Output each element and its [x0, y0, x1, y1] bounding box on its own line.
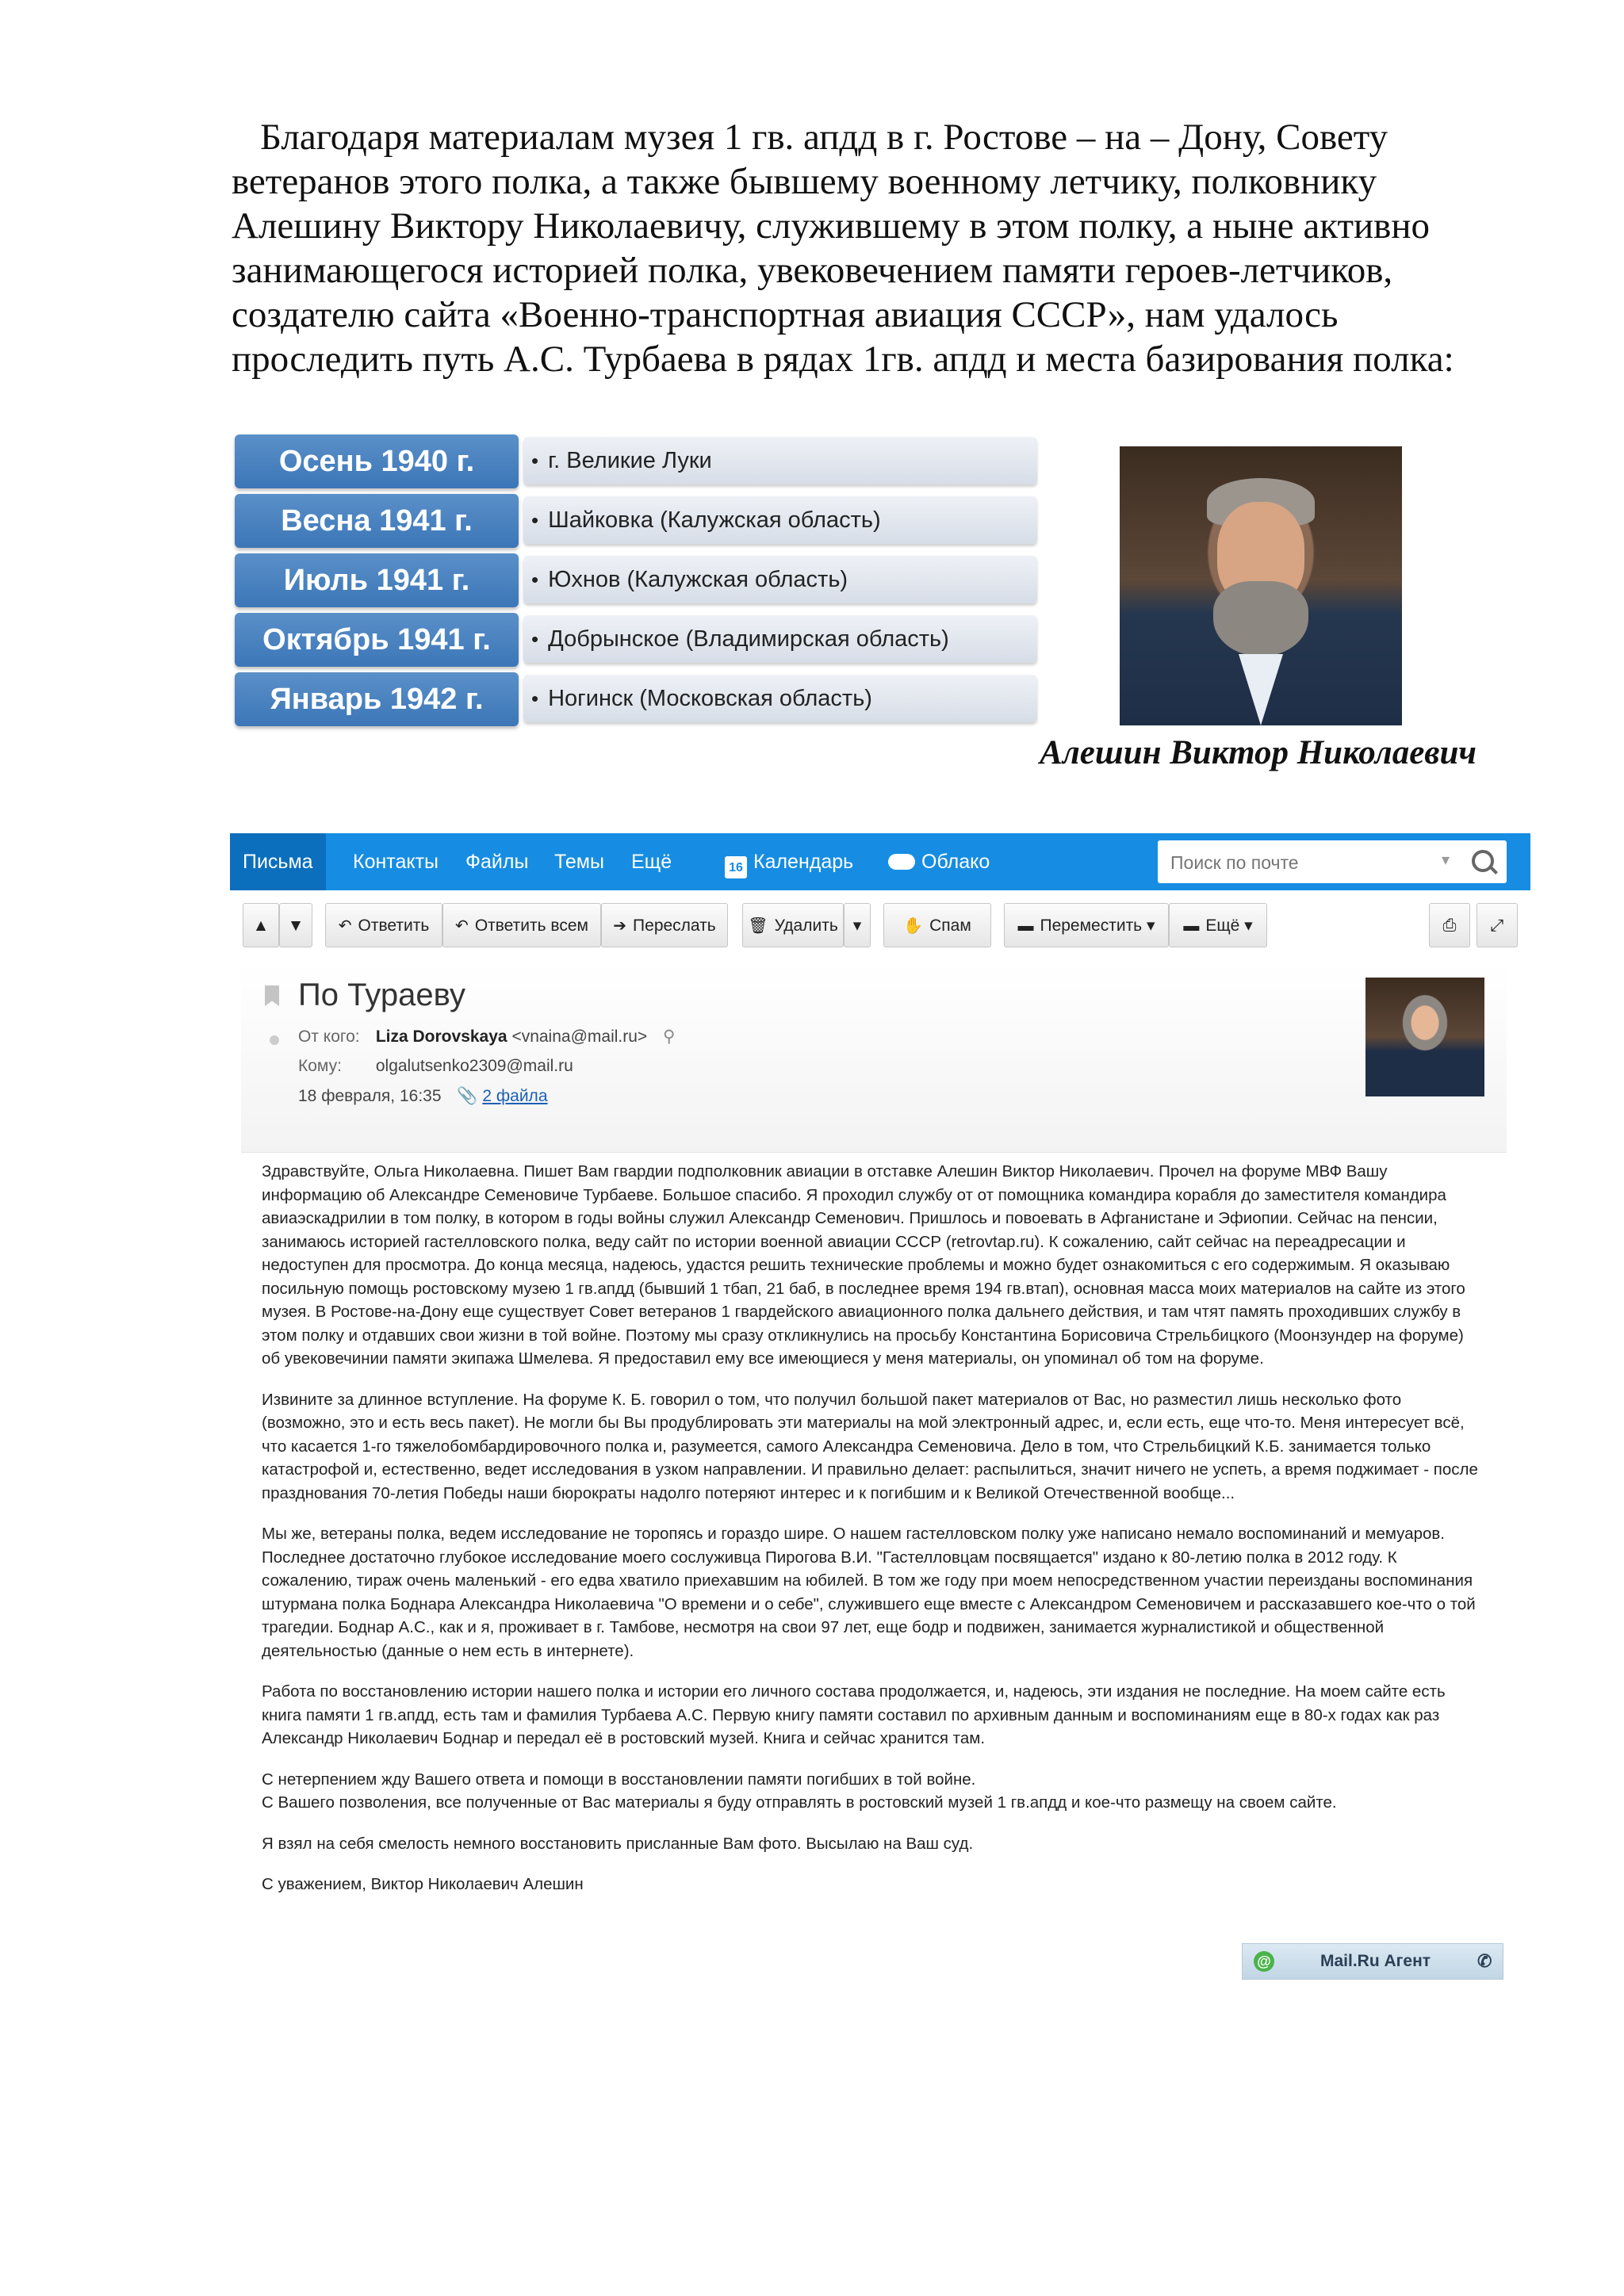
- portrait-caption: Алешин Виктор Николаевич: [1040, 734, 1477, 771]
- portrait-beard: [1213, 581, 1308, 656]
- timeline-row: [235, 494, 1040, 548]
- nav-files[interactable]: Файлы: [465, 851, 529, 873]
- arrow-down-icon: ▼: [287, 916, 304, 935]
- more-label: Ещё: [1205, 916, 1240, 935]
- nav-more[interactable]: Ещё: [631, 851, 672, 873]
- next-message-button[interactable]: [279, 903, 312, 947]
- folder-more-icon: ▬: [1183, 917, 1200, 935]
- timeline-date: Январь 1942 г.: [235, 672, 519, 726]
- nav-cloud-label: Облако: [921, 851, 990, 873]
- timeline-date: Весна 1941 г.: [235, 494, 519, 548]
- search-input[interactable]: [1169, 848, 1434, 877]
- sender-name[interactable]: Liza Dorovskaya: [375, 1027, 508, 1046]
- arrow-up-icon: ▲: [252, 916, 270, 935]
- mail-agent-bar[interactable]: [1242, 1943, 1503, 1980]
- body-paragraph: Извините за длинное вступление. На форуме К. Б. говорил о том, что получил большой пакет материалов от Вас, но разместил лишь несколько фото (возможно, это и есть весь пакет). Не могли бы Вы продублировать эти материалы на мой электронный адрес, и, если есть, еще что-то. Меня интересует всё, что касается 1-го тяжелобомбардировочного полка и, разумеется, самого Александра Семеновича. Дело в том, что Стрельбицкий К.Б. занимается только катастрофой и, естественно, ведет исследования в узком направлении. И правильно делает: распылиться, значит ничего не успеть, а время поджимает - после празднования 70-летия Победы наши бюрократы надолго потеряют интерес и к погибшим и к Великой Отечественной вообще...: [262, 1390, 1478, 1502]
- delete-label: Удалить: [774, 916, 838, 935]
- timeline-place: [523, 615, 1037, 663]
- agent-status-icon: @: [1254, 1951, 1274, 1972]
- intro-text-block: [232, 115, 1500, 381]
- trash-icon: 🗑: [748, 917, 768, 935]
- spam-label: Спам: [929, 916, 971, 935]
- timeline-date: Осень 1940 г.: [235, 434, 519, 488]
- forward-button[interactable]: [601, 903, 728, 947]
- portrait-collar: [1239, 654, 1283, 725]
- message-date: 18 февраля, 16:35: [298, 1087, 442, 1105]
- timeline-place-text: Юхнов (Калужская область): [548, 566, 848, 592]
- search-dropdown-icon[interactable]: ▾: [1442, 851, 1450, 869]
- message-body: [262, 1160, 1483, 1914]
- body-paragraph: Я взял на себя смелость немного восстановить присланные Вам фото. Высылаю на Ваш суд.: [262, 1834, 974, 1853]
- print-icon: ⎙: [1442, 916, 1457, 935]
- to-line: [298, 1057, 573, 1076]
- message-header: [241, 962, 1507, 1153]
- from-line: [298, 1027, 675, 1047]
- spam-button[interactable]: [883, 903, 991, 947]
- timeline-place-text: Ногинск (Московская область): [548, 685, 872, 711]
- folder-icon: ▬: [1017, 917, 1034, 935]
- bullet-icon: •: [531, 686, 539, 710]
- signature: С уважением, Виктор Николаевич Алешин: [262, 1875, 584, 1893]
- phone-icon[interactable]: ✆: [1477, 1951, 1492, 1971]
- timeline-row: [235, 613, 1040, 667]
- bullet-icon: •: [531, 507, 539, 532]
- mail-search-box: [1158, 840, 1507, 883]
- sender-email[interactable]: <vnaina@mail.ru>: [511, 1027, 648, 1046]
- nav-contacts[interactable]: Контакты: [353, 851, 439, 873]
- reply-all-icon: ↶: [455, 917, 469, 935]
- basing-timeline: [235, 434, 1040, 732]
- timeline-place: [523, 675, 1037, 722]
- body-paragraph: Мы же, ветераны полка, ведем исследование не торопясь и гораздо шире. О нашем гастелловском полку уже написано немало воспоминаний и мемуаров. Последнее достаточно глубокое исследование моего сослуживца Пирогова В.И. "Гастелловцам посвящается" издано к 80-летию полка в 2012 году. К сожалению, тираж очень маленький - его едва хватило приехавшим на юбилей. В том же году при моем непосредственном участии переизданы воспоминания штурмана полка Боднара Александра Николаевича "О времени и о себе", служившего еще вместе с Александром Семеновичем и рассказавшего кое-что о той трагедии. Боднар А.С., как и я, проживает в г. Тамбове, несмотря на свои 97 лет, еще бодр и подвижен, занимается журналистикой и общественной деятельностью (данные о нем есть в интернете).: [262, 1525, 1476, 1660]
- timeline-place-text: Добрынское (Владимирская область): [548, 626, 949, 652]
- thumb-down-icon: ✋: [903, 917, 924, 935]
- more-actions-button[interactable]: ▬ Ещё ▾: [1169, 903, 1267, 947]
- timeline-place: [523, 437, 1037, 484]
- flag-icon[interactable]: [265, 985, 279, 1006]
- calendar-icon: 16: [725, 856, 747, 878]
- timeline-date: Октябрь 1941 г.: [235, 613, 519, 667]
- from-label: От кого:: [298, 1027, 360, 1046]
- bullet-icon: •: [531, 567, 539, 591]
- timeline-place: [523, 496, 1037, 544]
- bullet-icon: •: [531, 448, 539, 473]
- nav-letters[interactable]: Письма: [230, 833, 326, 890]
- fullscreen-button[interactable]: [1477, 903, 1518, 947]
- sender-avatar: [1365, 978, 1484, 1096]
- bullet-icon: •: [531, 626, 539, 651]
- nav-calendar-label: Календарь: [753, 851, 854, 873]
- delete-button[interactable]: [742, 903, 844, 947]
- chevron-down-icon: ▾: [852, 916, 862, 935]
- timeline-row: [235, 553, 1040, 607]
- move-button[interactable]: ▬ Переместить ▾: [1004, 903, 1169, 947]
- to-label: Кому:: [298, 1057, 342, 1075]
- timeline-row: [235, 434, 1040, 488]
- timeline-row: [235, 672, 1040, 726]
- body-paragraph: С Вашего позволения, все полученные от Вас материалы я буду отправлять в ростовский музей 1 гв.апдд и кое-что размещу на своем сайте.: [262, 1793, 1337, 1812]
- timeline-place-text: Шайковка (Калужская область): [548, 507, 881, 533]
- body-paragraph: С нетерпением жду Вашего ответа и помощи в восстановлении памяти погибших в той войне.: [262, 1770, 976, 1789]
- print-button[interactable]: [1429, 903, 1470, 947]
- move-label: Переместить: [1040, 916, 1143, 935]
- forward-icon: ➔: [613, 917, 627, 935]
- forward-label: Переслать: [633, 916, 716, 935]
- unread-dot-icon[interactable]: [270, 1035, 279, 1045]
- reply-label: Ответить: [358, 916, 430, 935]
- portrait-photo: [1120, 446, 1402, 725]
- reply-all-label: Ответить всем: [474, 916, 588, 935]
- body-paragraph: Здравствуйте, Ольга Николаевна. Пишет Вам гвардии подполковник авиации в отставке Алешин Виктор Николаевич. Прочел на форуме МВФ Вашу информацию об Александре Семеновиче Турбаеве. Большое спасибо. Я проходил службу от от помощника командира корабля до заместителя командира авиаэскадрилии в том полку, в котором в годы войны служил Александр Семенович. Пришлось и повоевать в Афганистане и Эфиопии. Сейчас на пенсии, занимаюсь историей гастелловского полка, веду сайт по истории военной авиации СССР (retrovtap.ru). К сожалению, сайт сейчас на переадресации и недоступен для просмотра. До конца месяца, надеюсь, удастся решить технические проблемы и можно будет ознакомиться с его содержимым. Я оказываю посильную помощь ростовскому музею 1 гв.апдд (бывший 1 тбап, 21 баб, в последнее время 194 гв.втап), основная масса моих материалов на сайте из этого музея. В Ростове-на-Дону еще существует Совет ветеранов 1 гвардейского авиационного полка дальнего действия, и там чтят память проходивших службу в этом полку и отдавших свои жизни в той войне. Поэтому мы сразу откликнулись на просьбу Константина Борисовича Стрельбицкого (Моонзундер на форуме) об увековечинии памяти экипажа Шмелева. Я предоставил ему все имеющиеся у меня материалы, он упоминал об том на форуме.: [262, 1162, 1465, 1368]
- paperclip-icon: 📎: [457, 1087, 478, 1105]
- recipient-email[interactable]: olgalutsenko2309@mail.ru: [375, 1057, 573, 1075]
- timeline-place-text: г. Великие Луки: [548, 447, 712, 473]
- timeline-place: [523, 556, 1037, 603]
- reply-button[interactable]: [325, 903, 442, 947]
- delete-options-button[interactable]: [844, 903, 871, 947]
- body-paragraph: Работа по восстановлению истории нашего полка и истории его личного состава продолжается, и, надеюсь, эти издания не последние. На моем сайте есть книга памяти 1 гв.апдд, есть там и фамилия Турбаева А.С. Первую книгу памяти составил по архивным данным и воспоминаниям еще в 80-х годах как раз Александр Николаевич Боднар и передал её в ростовский музей. Книга и сейчас хранится там.: [262, 1682, 1446, 1747]
- cloud-icon: [888, 854, 915, 870]
- expand-icon: ⤢: [1490, 916, 1504, 935]
- nav-cloud[interactable]: [888, 833, 990, 890]
- mail-screenshot: [230, 833, 1530, 1984]
- agent-label: Mail.Ru Агент: [1320, 1952, 1431, 1970]
- nav-calendar[interactable]: [725, 833, 853, 890]
- nav-themes[interactable]: Темы: [554, 851, 604, 873]
- mail-top-nav: [230, 833, 1530, 890]
- message-toolbar: [243, 903, 1519, 951]
- intro-paragraph: Благодаря материалам музея 1 гв. апдд в г. Ростове – на – Дону, Совету ветеранов этого полка, а также бывшему военному летчику, полковнику Алешину Виктору Николаевичу, служившему в этом полку, а ныне активно занимающегося историей полка, увековечением памяти героев-летчиков, создателю сайта «Военно-транспортная авиация СССР», нам удалось проследить путь А.С. Турбаева в рядах 1гв. апдд и места базирования полка:: [232, 117, 1454, 380]
- date-line: [298, 1087, 548, 1106]
- message-subject: По Тураеву: [298, 978, 465, 1012]
- previous-message-button[interactable]: [243, 903, 279, 947]
- search-icon[interactable]: [1472, 850, 1494, 872]
- attachments-link[interactable]: 2 файла: [482, 1087, 548, 1105]
- reply-icon: ↶: [338, 917, 352, 935]
- sender-search-icon[interactable]: ⚲: [663, 1027, 676, 1046]
- timeline-date: Июль 1941 г.: [235, 553, 519, 607]
- reply-all-button[interactable]: [442, 903, 601, 947]
